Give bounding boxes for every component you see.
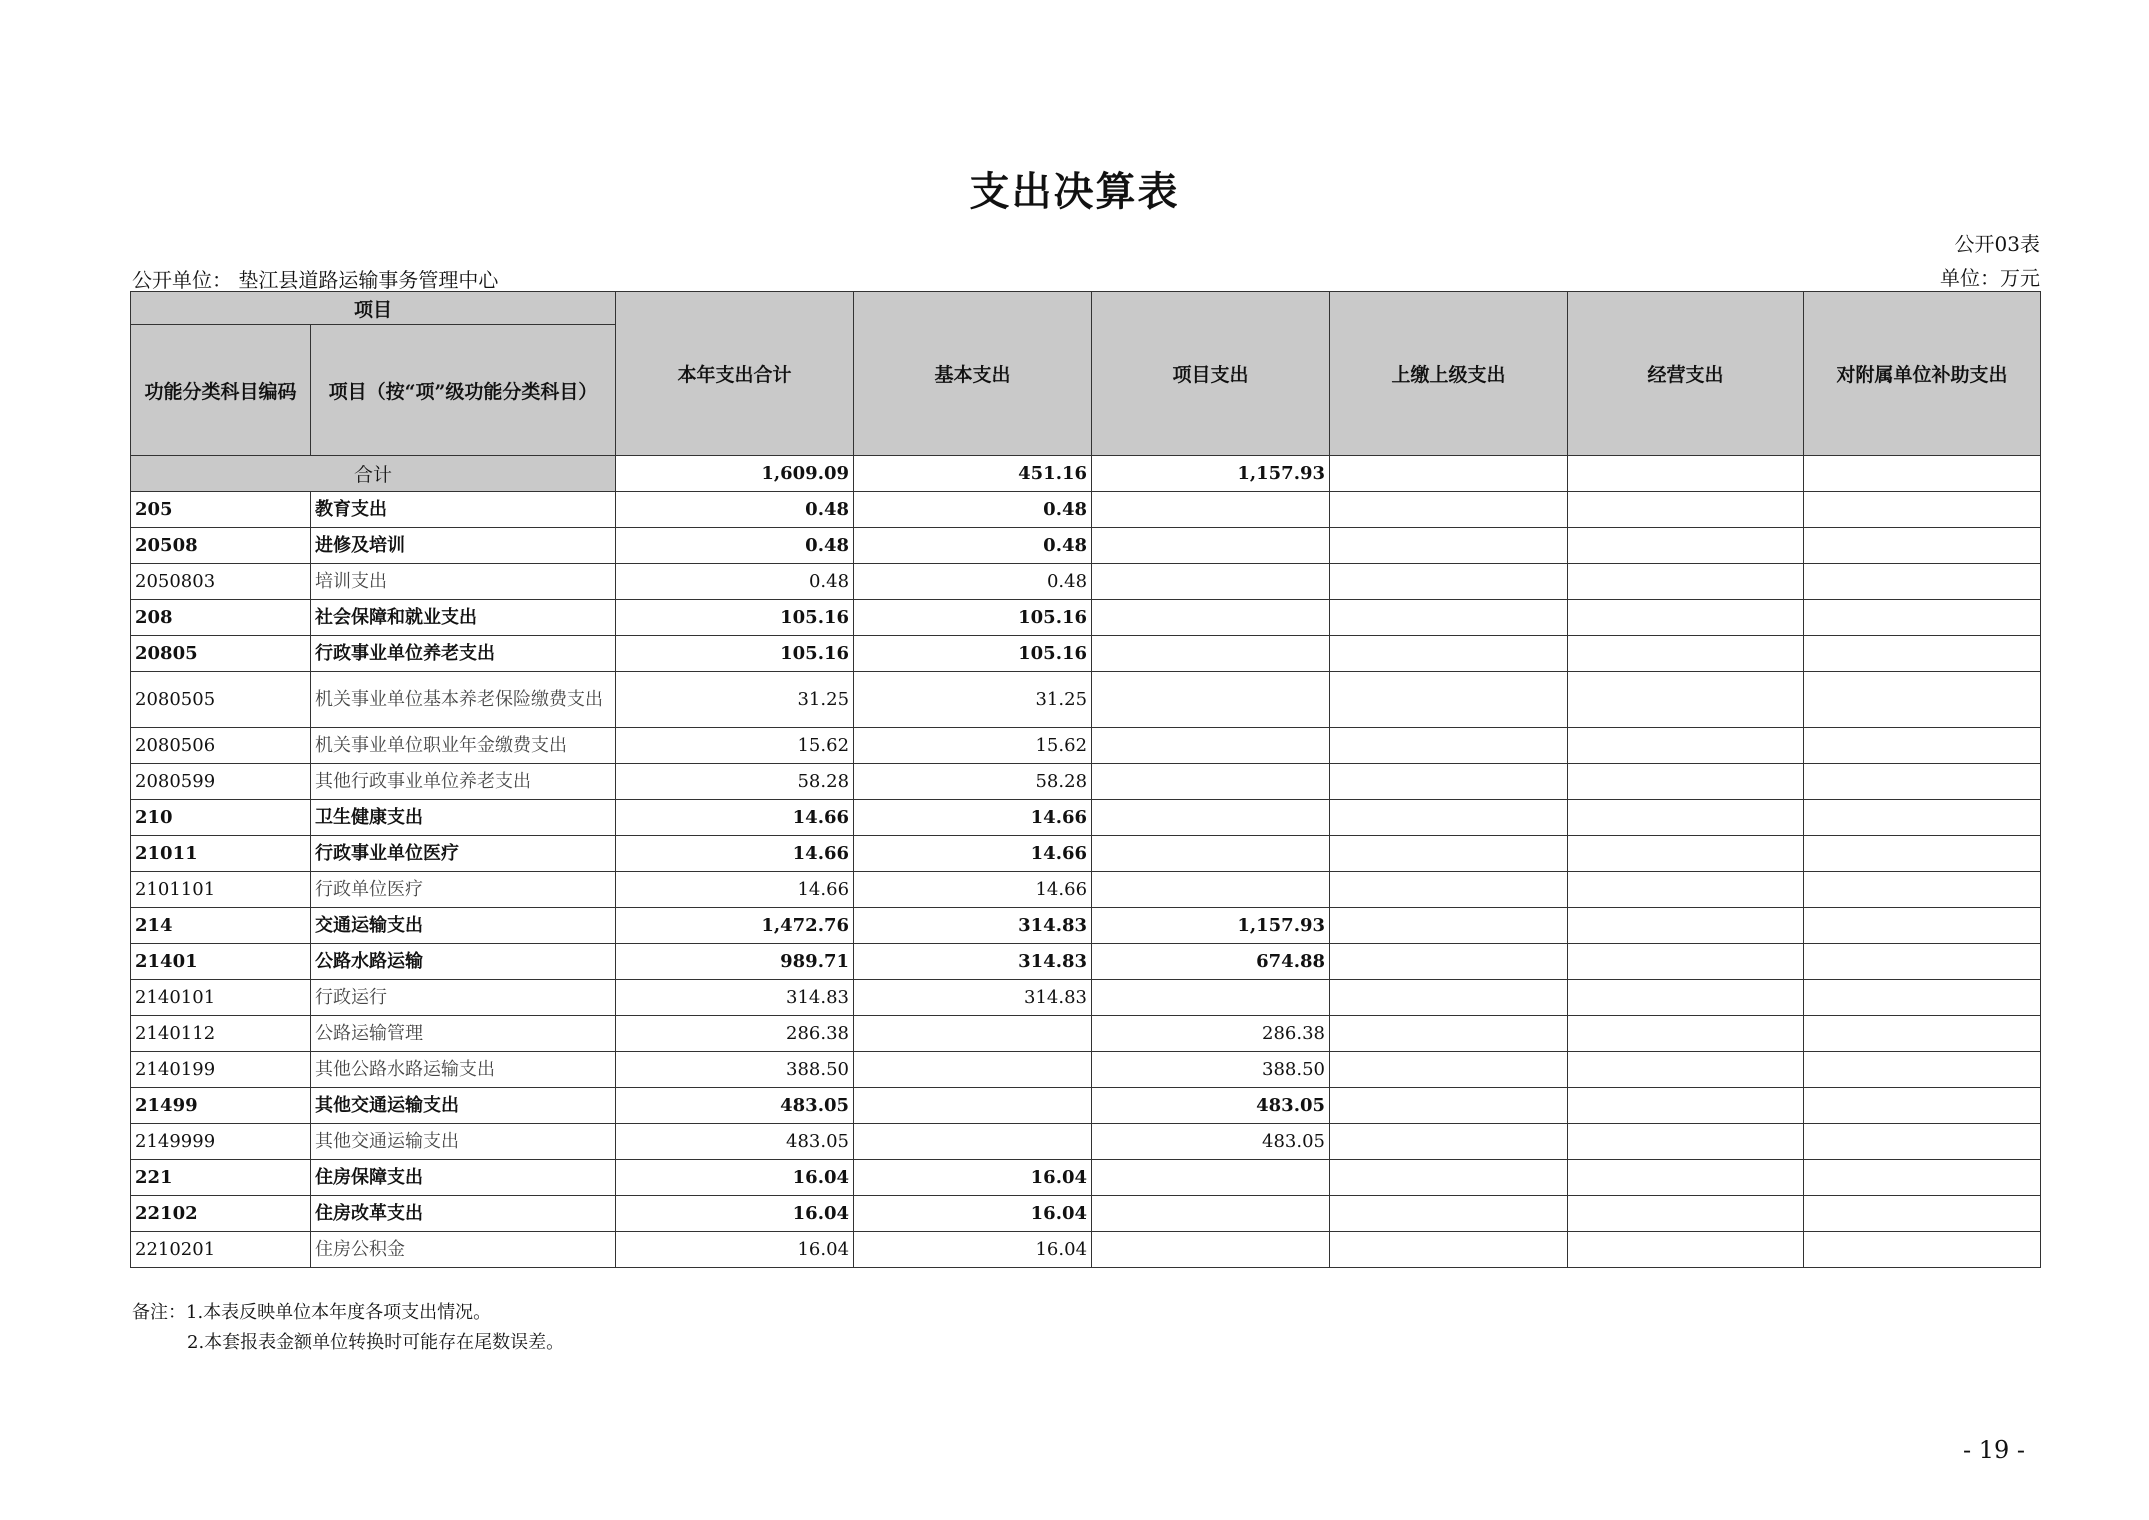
project-cell: 1,157.93 xyxy=(1092,908,1330,944)
business-cell xyxy=(1568,492,1804,528)
code-cell: 210 xyxy=(131,800,311,836)
project-cell: 674.88 xyxy=(1092,944,1330,980)
total-cell: 286.38 xyxy=(616,1016,854,1052)
total-cell: 0.48 xyxy=(616,564,854,600)
upper-cell xyxy=(1330,944,1568,980)
basic-cell: 0.48 xyxy=(854,492,1092,528)
header-upper: 上缴上级支出 xyxy=(1330,292,1568,456)
total-cell: 105.16 xyxy=(616,636,854,672)
upper-cell xyxy=(1330,528,1568,564)
name-cell: 机关事业单位基本养老保险缴费支出 xyxy=(311,672,616,728)
name-cell: 其他公路水路运输支出 xyxy=(311,1052,616,1088)
code-cell: 20805 xyxy=(131,636,311,672)
name-cell: 行政运行 xyxy=(311,980,616,1016)
upper-cell xyxy=(1330,1160,1568,1196)
name-cell: 教育支出 xyxy=(311,492,616,528)
business-cell xyxy=(1568,764,1804,800)
total-basic-cell: 451.16 xyxy=(854,456,1092,492)
name-cell: 行政单位医疗 xyxy=(311,872,616,908)
business-cell xyxy=(1568,1016,1804,1052)
header-project: 项目支出 xyxy=(1092,292,1330,456)
total-cell: 0.48 xyxy=(616,492,854,528)
subsidy-cell xyxy=(1804,564,2041,600)
name-cell: 住房公积金 xyxy=(311,1232,616,1268)
total-cell: 14.66 xyxy=(616,800,854,836)
total-cell: 388.50 xyxy=(616,1052,854,1088)
subsidy-cell xyxy=(1804,1088,2041,1124)
code-cell: 2050803 xyxy=(131,564,311,600)
table-row xyxy=(131,980,2041,1016)
basic-cell: 58.28 xyxy=(854,764,1092,800)
name-cell: 机关事业单位职业年金缴费支出 xyxy=(311,728,616,764)
table-row xyxy=(131,528,2041,564)
total-cell: 14.66 xyxy=(616,836,854,872)
subsidy-cell xyxy=(1804,636,2041,672)
code-cell: 2080505 xyxy=(131,672,311,728)
business-cell xyxy=(1568,1124,1804,1160)
header-business: 经营支出 xyxy=(1568,292,1804,456)
subsidy-cell xyxy=(1804,492,2041,528)
basic-cell: 105.16 xyxy=(854,636,1092,672)
code-cell: 2140112 xyxy=(131,1016,311,1052)
name-cell: 行政事业单位养老支出 xyxy=(311,636,616,672)
total-cell: 16.04 xyxy=(616,1196,854,1232)
header-subsidy: 对附属单位补助支出 xyxy=(1804,292,2041,456)
total-cell: 989.71 xyxy=(616,944,854,980)
business-cell xyxy=(1568,600,1804,636)
project-cell xyxy=(1092,672,1330,728)
code-cell: 214 xyxy=(131,908,311,944)
project-cell: 388.50 xyxy=(1092,1052,1330,1088)
page-title: 支出决算表 xyxy=(969,168,1180,215)
business-cell xyxy=(1568,944,1804,980)
table-row xyxy=(131,944,2041,980)
unit-label: 单位：万元 xyxy=(1940,266,2040,290)
total-cell: 58.28 xyxy=(616,764,854,800)
code-cell: 2080506 xyxy=(131,728,311,764)
business-cell xyxy=(1568,872,1804,908)
business-cell xyxy=(1568,636,1804,672)
project-cell xyxy=(1092,800,1330,836)
total-cell: 16.04 xyxy=(616,1160,854,1196)
organization-label: 公开单位： 垫江县道路运输事务管理中心 xyxy=(132,268,499,292)
project-cell xyxy=(1092,728,1330,764)
project-cell xyxy=(1092,1160,1330,1196)
table-row xyxy=(131,564,2041,600)
subsidy-cell xyxy=(1804,1124,2041,1160)
business-cell xyxy=(1568,728,1804,764)
business-cell xyxy=(1568,836,1804,872)
name-cell: 行政事业单位医疗 xyxy=(311,836,616,872)
table-row xyxy=(131,636,2041,672)
upper-cell xyxy=(1330,908,1568,944)
project-cell xyxy=(1092,980,1330,1016)
upper-cell xyxy=(1330,980,1568,1016)
basic-cell: 314.83 xyxy=(854,944,1092,980)
table-row xyxy=(131,492,2041,528)
code-cell: 2140101 xyxy=(131,980,311,1016)
name-cell: 公路水路运输 xyxy=(311,944,616,980)
project-cell xyxy=(1092,636,1330,672)
business-cell xyxy=(1568,672,1804,728)
upper-cell xyxy=(1330,1016,1568,1052)
table-row xyxy=(131,908,2041,944)
upper-cell xyxy=(1330,1232,1568,1268)
table-row xyxy=(131,600,2041,636)
total-cell: 483.05 xyxy=(616,1088,854,1124)
note-line-2: 2.本套报表金额单位转换时可能存在尾数误差。 xyxy=(187,1332,565,1353)
total-cell: 105.16 xyxy=(616,600,854,636)
subsidy-cell xyxy=(1804,944,2041,980)
form-number: 公开03表 xyxy=(1954,232,2040,256)
code-cell: 221 xyxy=(131,1160,311,1196)
upper-cell xyxy=(1330,492,1568,528)
header-code: 功能分类科目编码 xyxy=(131,325,311,456)
table-row xyxy=(131,764,2041,800)
total-cell: 314.83 xyxy=(616,980,854,1016)
subsidy-cell xyxy=(1804,1160,2041,1196)
upper-cell xyxy=(1330,872,1568,908)
upper-cell xyxy=(1330,1196,1568,1232)
subsidy-cell xyxy=(1804,764,2041,800)
business-cell xyxy=(1568,800,1804,836)
basic-cell: 31.25 xyxy=(854,672,1092,728)
basic-cell: 14.66 xyxy=(854,836,1092,872)
upper-cell xyxy=(1330,800,1568,836)
total-cell: 1,609.09 xyxy=(616,456,854,492)
upper-cell xyxy=(1330,1052,1568,1088)
basic-cell: 105.16 xyxy=(854,600,1092,636)
project-cell xyxy=(1092,1196,1330,1232)
project-cell xyxy=(1092,528,1330,564)
table-row xyxy=(131,836,2041,872)
total-cell: 16.04 xyxy=(616,1232,854,1268)
code-cell: 2140199 xyxy=(131,1052,311,1088)
basic-cell xyxy=(854,1088,1092,1124)
total-cell: 15.62 xyxy=(616,728,854,764)
header-item-group: 项目 xyxy=(131,292,616,325)
total-project-cell: 1,157.93 xyxy=(1092,456,1330,492)
basic-cell xyxy=(854,1052,1092,1088)
subsidy-cell xyxy=(1804,800,2041,836)
business-cell xyxy=(1568,908,1804,944)
basic-cell: 16.04 xyxy=(854,1160,1092,1196)
notes xyxy=(132,1298,564,1358)
total-cell: 1,472.76 xyxy=(616,908,854,944)
total-cell: 31.25 xyxy=(616,672,854,728)
project-cell xyxy=(1092,564,1330,600)
table-row xyxy=(131,1052,2041,1088)
business-cell xyxy=(1568,1232,1804,1268)
total-upper-cell xyxy=(1330,456,1568,492)
name-cell: 其他交通运输支出 xyxy=(311,1088,616,1124)
table-row xyxy=(131,1196,2041,1232)
table-row xyxy=(131,728,2041,764)
upper-cell xyxy=(1330,564,1568,600)
name-cell: 交通运输支出 xyxy=(311,908,616,944)
table-row xyxy=(131,1124,2041,1160)
table-row xyxy=(131,1160,2041,1196)
subsidy-cell xyxy=(1804,1016,2041,1052)
header-basic: 基本支出 xyxy=(854,292,1092,456)
code-cell: 2101101 xyxy=(131,872,311,908)
name-cell: 培训支出 xyxy=(311,564,616,600)
total-cell: 0.48 xyxy=(616,528,854,564)
business-cell xyxy=(1568,980,1804,1016)
subsidy-cell xyxy=(1804,980,2041,1016)
code-cell: 20508 xyxy=(131,528,311,564)
subsidy-cell xyxy=(1804,600,2041,636)
table-row xyxy=(131,672,2041,728)
code-cell: 21401 xyxy=(131,944,311,980)
basic-cell: 15.62 xyxy=(854,728,1092,764)
basic-cell: 16.04 xyxy=(854,1196,1092,1232)
business-cell xyxy=(1568,1196,1804,1232)
upper-cell xyxy=(1330,1088,1568,1124)
code-cell: 205 xyxy=(131,492,311,528)
name-cell: 住房改革支出 xyxy=(311,1196,616,1232)
upper-cell xyxy=(1330,1124,1568,1160)
expenditure-table xyxy=(130,291,2041,1268)
name-cell: 进修及培训 xyxy=(311,528,616,564)
upper-cell xyxy=(1330,728,1568,764)
subsidy-cell xyxy=(1804,836,2041,872)
code-cell: 2210201 xyxy=(131,1232,311,1268)
page-number: - 19 - xyxy=(1962,1436,2025,1464)
upper-cell xyxy=(1330,672,1568,728)
subsidy-cell xyxy=(1804,908,2041,944)
project-cell xyxy=(1092,872,1330,908)
total-cell: 483.05 xyxy=(616,1124,854,1160)
header-total: 本年支出合计 xyxy=(616,292,854,456)
business-cell xyxy=(1568,564,1804,600)
upper-cell xyxy=(1330,764,1568,800)
code-cell: 2080599 xyxy=(131,764,311,800)
subsidy-cell xyxy=(1804,728,2041,764)
name-cell: 其他行政事业单位养老支出 xyxy=(311,764,616,800)
total-business-cell xyxy=(1568,456,1804,492)
project-cell: 483.05 xyxy=(1092,1124,1330,1160)
business-cell xyxy=(1568,1088,1804,1124)
note-line-1: 备注：1.本表反映单位本年度各项支出情况。 xyxy=(132,1302,492,1323)
subsidy-cell xyxy=(1804,1052,2041,1088)
upper-cell xyxy=(1330,600,1568,636)
subsidy-cell xyxy=(1804,1232,2041,1268)
total-row xyxy=(131,456,2041,492)
upper-cell xyxy=(1330,636,1568,672)
total-cell: 14.66 xyxy=(616,872,854,908)
subsidy-cell xyxy=(1804,1196,2041,1232)
name-cell: 住房保障支出 xyxy=(311,1160,616,1196)
code-cell: 208 xyxy=(131,600,311,636)
name-cell: 卫生健康支出 xyxy=(311,800,616,836)
project-cell xyxy=(1092,836,1330,872)
subsidy-cell xyxy=(1804,672,2041,728)
table-row xyxy=(131,1232,2041,1268)
code-cell: 21011 xyxy=(131,836,311,872)
basic-cell: 14.66 xyxy=(854,872,1092,908)
project-cell xyxy=(1092,1232,1330,1268)
name-cell: 公路运输管理 xyxy=(311,1016,616,1052)
project-cell xyxy=(1092,492,1330,528)
project-cell xyxy=(1092,600,1330,636)
basic-cell: 314.83 xyxy=(854,980,1092,1016)
project-cell xyxy=(1092,764,1330,800)
subsidy-cell xyxy=(1804,872,2041,908)
basic-cell: 16.04 xyxy=(854,1232,1092,1268)
basic-cell: 0.48 xyxy=(854,528,1092,564)
basic-cell xyxy=(854,1124,1092,1160)
business-cell xyxy=(1568,1052,1804,1088)
header-name: 项目（按“项”级功能分类科目） xyxy=(311,325,616,456)
name-cell: 其他交通运输支出 xyxy=(311,1124,616,1160)
basic-cell: 14.66 xyxy=(854,800,1092,836)
table-row xyxy=(131,1088,2041,1124)
basic-cell xyxy=(854,1016,1092,1052)
total-subsidy-cell xyxy=(1804,456,2041,492)
upper-cell xyxy=(1330,836,1568,872)
code-cell: 22102 xyxy=(131,1196,311,1232)
table-row xyxy=(131,1016,2041,1052)
table-row xyxy=(131,800,2041,836)
business-cell xyxy=(1568,528,1804,564)
project-cell: 483.05 xyxy=(1092,1088,1330,1124)
name-cell: 社会保障和就业支出 xyxy=(311,600,616,636)
total-label: 合计 xyxy=(131,456,616,492)
table-row xyxy=(131,872,2041,908)
subsidy-cell xyxy=(1804,528,2041,564)
business-cell xyxy=(1568,1160,1804,1196)
project-cell: 286.38 xyxy=(1092,1016,1330,1052)
code-cell: 2149999 xyxy=(131,1124,311,1160)
basic-cell: 0.48 xyxy=(854,564,1092,600)
code-cell: 21499 xyxy=(131,1088,311,1124)
basic-cell: 314.83 xyxy=(854,908,1092,944)
